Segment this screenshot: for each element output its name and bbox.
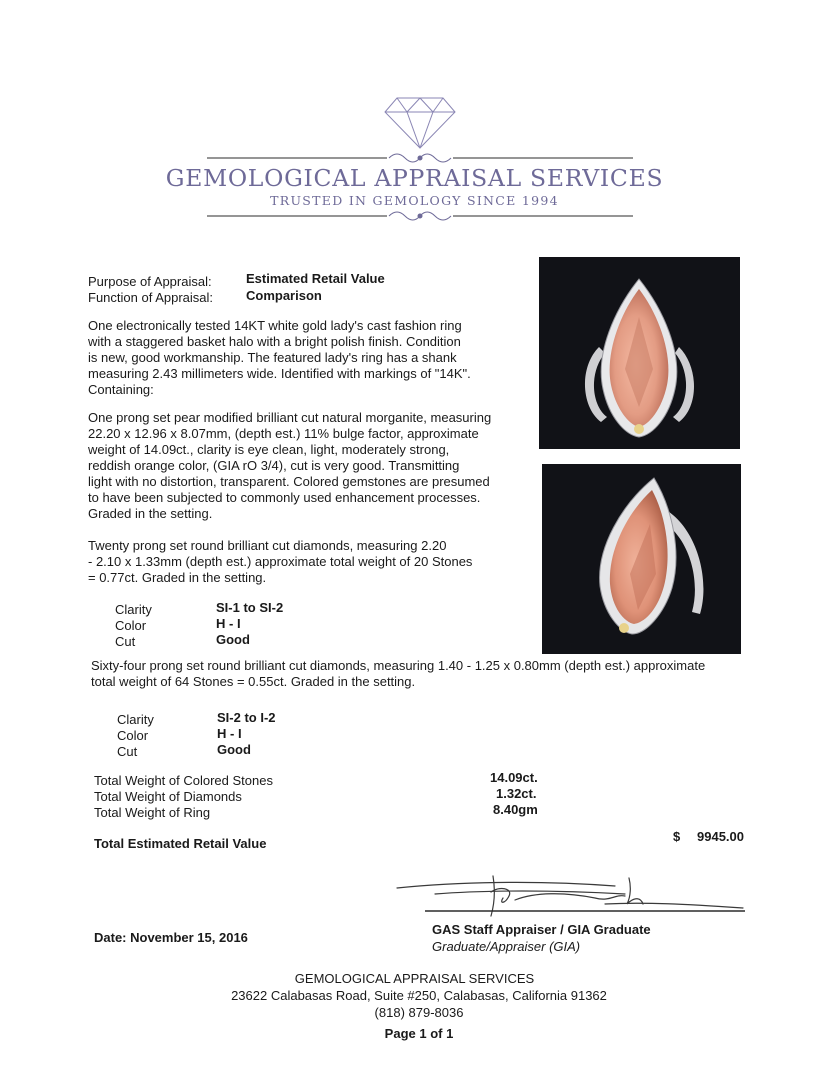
appraiser-subtitle: Graduate/Appraiser (GIA) — [432, 939, 581, 954]
ring-angled-view-photo — [542, 464, 741, 654]
company-tagline: TRUSTED IN GEMOLOGY SINCE 1994 — [270, 193, 559, 208]
halo-diamonds-description: Twenty prong set round brilliant cut diamonds, measuring 2.20 - 2.10 x 1.33mm (depth est.) approximate total weight of 20 Stones = 0.77ct. Graded in the setting. — [88, 538, 473, 585]
footer-address: 23622 Calabasas Road, Suite #250, Calabasas, California 91362 — [231, 988, 607, 1003]
purpose-label: Purpose of Appraisal: — [88, 274, 212, 289]
grade-label: Color — [117, 728, 149, 743]
page-number: Page 1 of 1 — [384, 1026, 454, 1041]
grade-label: Clarity — [117, 712, 154, 727]
ring-top-view-photo — [539, 257, 740, 449]
grade-label: Color — [115, 618, 147, 633]
total-value-diamonds: 1.32ct. — [496, 786, 537, 801]
grade-label: Cut — [115, 634, 136, 649]
purpose-value: Estimated Retail Value — [246, 271, 385, 286]
grade-value: SI-1 to SI-2 — [216, 600, 284, 615]
shank-diamonds-description: Sixty-four prong set round brilliant cut diamonds, measuring 1.40 - 1.25 x 0.80mm (depth est.) approximate total weight of 64 Stones = 0.55ct. Graded in the setting. — [91, 658, 706, 689]
retail-value-currency: $ — [673, 829, 681, 844]
appraiser-signature — [395, 874, 745, 920]
total-label-diamonds: Total Weight of Diamonds — [94, 789, 242, 804]
total-label-colored-stones: Total Weight of Colored Stones — [94, 773, 273, 788]
grade-value: SI-2 to I-2 — [217, 710, 276, 725]
company-name: GEMOLOGICAL APPRAISAL SERVICES — [165, 164, 664, 192]
function-value: Comparison — [246, 288, 322, 303]
retail-value-amount: 9945.00 — [697, 829, 744, 844]
footer-phone: (818) 879-8036 — [374, 1005, 464, 1020]
center-stone-description: One prong set pear modified brilliant cut natural morganite, measuring 22.20 x 12.96 x 8.07mm, (depth est.) 11% bulge factor, approximate weight of 14.09ct., clarity is eye clean, light, moderately strong, reddish orange color, (GIA rO 3/4), cut is very good. Transmitting light with no distortion, transparent. Colored gemstones are presumed to have been subjected to commonly used enhancement processes. Graded in the setting. — [88, 410, 492, 521]
total-label-ring: Total Weight of Ring — [94, 805, 211, 820]
appraiser-title: GAS Staff Appraiser / GIA Graduate — [432, 922, 651, 937]
appraisal-date: Date: November 15, 2016 — [94, 930, 248, 945]
total-value-ring: 8.40gm — [493, 802, 538, 817]
grade-value: Good — [216, 632, 250, 647]
grade-label: Clarity — [115, 602, 152, 617]
grade-value: H - I — [216, 616, 241, 631]
function-label: Function of Appraisal: — [88, 290, 214, 305]
retail-value-label: Total Estimated Retail Value — [94, 836, 267, 851]
grade-value: H - I — [217, 726, 242, 741]
footer-company: GEMOLOGICAL APPRAISAL SERVICES — [294, 971, 535, 986]
grade-label: Cut — [117, 744, 138, 759]
logo — [207, 92, 633, 232]
total-value-colored-stones: 14.09ct. — [490, 770, 538, 785]
diamond-icon — [207, 92, 633, 232]
grade-value: Good — [217, 742, 251, 757]
ring-description: One electronically tested 14KT white gold lady's cast fashion ring with a staggered basket halo with a bright polish finish. Condition is new, good workmanship. The featured lady's ring has a shank measuring 2.43 millimeters wide. Identified with markings of "14K". Containing: — [88, 318, 471, 397]
